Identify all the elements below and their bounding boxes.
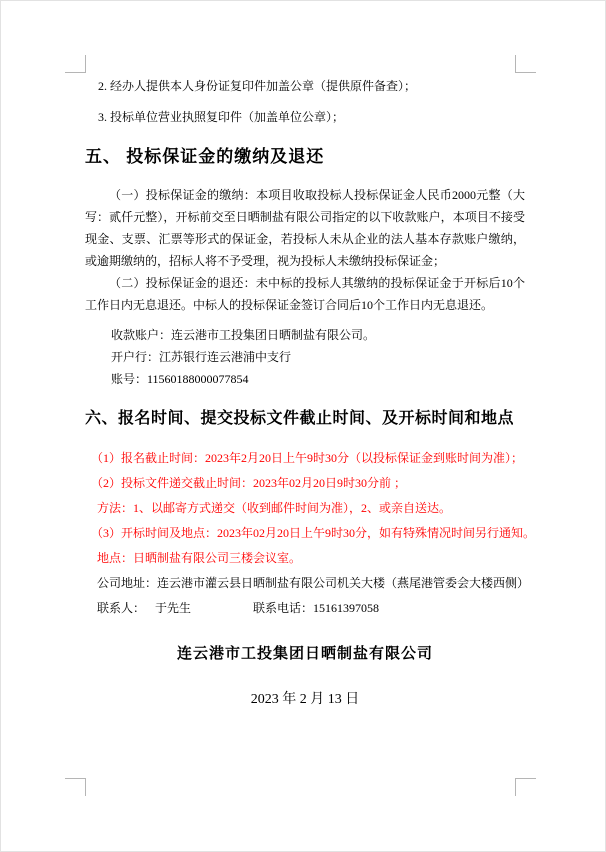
deposit-payment-paragraph: （一）投标保证金的缴纳：本项目收取投标人投标保证金人民币2000元整（大写：贰仟元整），开标前交至日晒制盐有限公司指定的以下收款账户，本项目不接受现金、支票、汇票等形式的保证金，若投标人未从企业的法人基本存款账户缴纳，或逾期缴纳的，招标人将不予受理，视为投标人未缴纳投标保证金； <box>85 188 525 268</box>
bid-opening-location-line: 地点：日晒制盐有限公司三楼会议室。 <box>97 551 302 565</box>
contact-person-label: 联系人： <box>97 601 146 615</box>
contact-phone-label: 联系电话： <box>253 601 314 615</box>
registration-deadline-line: （1）报名截止时间：2023年2月20日上午9时30分（以投标保证金到账时间为准）； <box>91 451 524 465</box>
bid-opening-time-line: （3）开标时间及地点：2023年02月20日上午9时30分，如有特殊情况时间另行通知。 <box>91 526 536 540</box>
margin-corner-mark-bottom-right <box>515 778 536 796</box>
submission-method-line: 方法：1、以邮寄方式递交（收到邮件时间为准），2、或亲自送达。 <box>97 501 452 515</box>
schedule-notice-block <box>85 446 536 621</box>
section-six-heading: 六、报名时间、提交投标文件截止时间、及开标时间和地点 <box>85 410 515 427</box>
contact-phone-number: 15161397058 <box>313 601 380 615</box>
document-content <box>85 67 536 711</box>
requirement-item-2: 2. 经办人提供本人身份证复印件加盖公章（提供原件备查）； <box>98 79 417 93</box>
requirement-item-3: 3. 投标单位营业执照复印件（加盖单位公章）； <box>98 110 345 124</box>
margin-corner-mark-bottom-left <box>65 778 86 796</box>
account-info-block <box>85 324 525 390</box>
section-five-heading: 五、 投标保证金的缴纳及退还 <box>85 147 325 166</box>
bid-submission-deadline-line: （2）投标文件递交截止时间：2023年02月20日9时30分前 ； <box>91 476 407 490</box>
signature-company-name: 连云港市工投集团日晒制盐有限公司 <box>176 646 433 662</box>
signature-date: 2023 年 2 月 13 日 <box>250 692 360 707</box>
account-number-line: 账号：11560188000077854 <box>111 372 249 386</box>
contact-person-name: 于先生 <box>155 601 192 615</box>
deposit-refund-paragraph: （二）投标保证金的退还：未中标的投标人其缴纳的投标保证金于开标后10个工作日内无息退还。中标人的投标保证金签订合同后10个工作日内无息退还。 <box>85 276 525 312</box>
company-address-line: 公司地址：连云港市灌云县日晒制盐有限公司机关大楼（燕尾港管委会大楼西侧） <box>97 576 530 590</box>
contact-line <box>85 596 525 621</box>
payee-account-line: 收款账户：连云港市工投集团日晒制盐有限公司。 <box>111 328 376 342</box>
bank-branch-line: 开户行：江苏银行连云港浦中支行 <box>111 350 292 364</box>
margin-corner-mark-top-left <box>65 55 86 73</box>
